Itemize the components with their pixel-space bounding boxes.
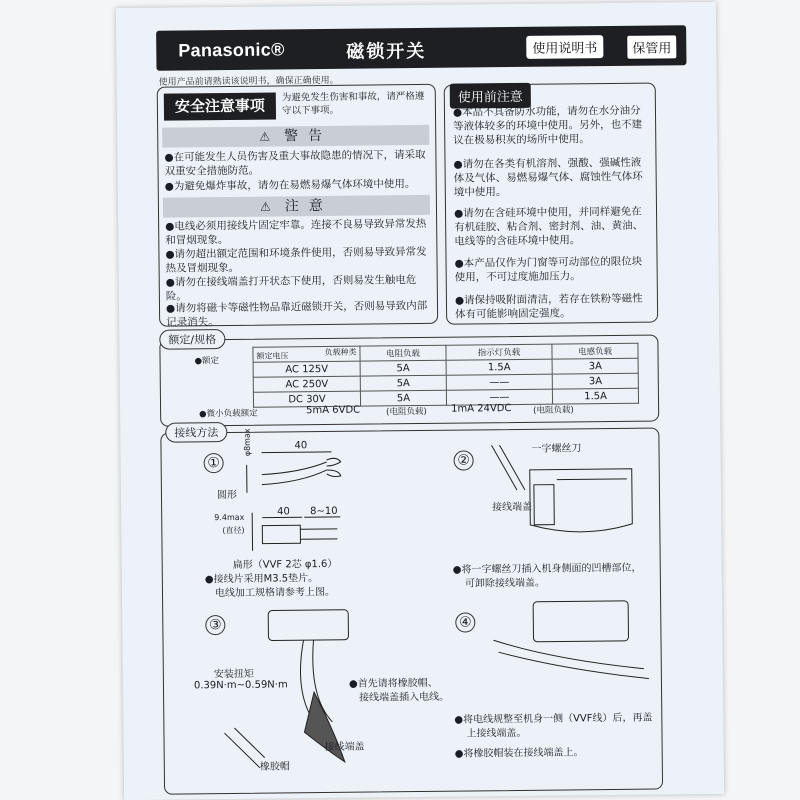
warning-title: 警告 <box>284 127 333 145</box>
page-title: 磁锁开关 <box>346 40 427 63</box>
step4-note: ●将橡胶帽装在接线端盖上。 <box>454 747 584 760</box>
voltage-cell: DC 30V <box>253 391 360 407</box>
wiring-section <box>160 427 663 794</box>
precautions-heading: 使用前注意 <box>450 83 531 109</box>
cap-label: 橡胶帽 <box>259 761 290 773</box>
dim-note: (直径) <box>222 525 245 536</box>
step2-note: 可卸除接线端盖。 <box>464 577 545 590</box>
instruction-sheet <box>116 2 724 800</box>
step1-note: 电线加工规格请参考上图。 <box>214 586 336 600</box>
title-bar <box>156 25 686 71</box>
flat-label: 扁形（VVF 2芯 φ1.6） <box>232 558 338 571</box>
step-number: ④ <box>455 612 475 632</box>
ratings-heading: 额定/规格 <box>159 329 225 350</box>
precaution-item: ●请保持吸附面清洁，若存在铁粉等磁性体有可能影响固定强度。 <box>454 292 643 321</box>
warning-band <box>162 125 429 148</box>
table-cell: 5A <box>361 390 447 406</box>
col-voltage-label: 额定电压 <box>256 351 289 361</box>
caution-item: ●请勿将磁卡等磁性物品靠近磁锁开关，否则易导致内部记录消失。 <box>165 299 428 329</box>
step2-note: ●将一字螺丝刀插入机身侧面的凹槽部位， <box>452 562 642 576</box>
dim-label: 40 <box>277 506 290 518</box>
table-cell: 5A <box>360 360 446 376</box>
intro-line: 使用产品前请熟读该说明书，确保正确使用。 <box>158 75 339 88</box>
manual-label: 使用说明书 <box>526 35 603 59</box>
wiring-heading: 接线方法 <box>165 422 227 443</box>
caution-band <box>163 195 430 218</box>
caution-item: ●电线必须用接线片固定牢靠。连接不良易导致异常发热和冒烟现象。 <box>165 217 427 247</box>
safety-heading: 安全注意事项 <box>164 92 276 120</box>
warning-item: ●在可能发生人员伤害及重大事故隐患的情况下，请采取双重安全措施防范。 <box>164 148 426 178</box>
step4-note: 上接线端盖。 <box>466 727 527 740</box>
ratings-row-label: ●额定 <box>194 356 220 367</box>
caution-item: ●请勿超出额定范围和环境条件使用，否则易导致异常发热及冒烟现象。 <box>165 245 427 275</box>
wiring-diagrams <box>161 429 662 794</box>
precaution-item: ●本品不具备防水功能，请勿在水分油分等液体较多的环境中使用。另外，也不建议在极易积灰的场所中使用。 <box>452 104 643 147</box>
step1-note: ●接线片采用M3.5垫片。 <box>204 573 319 586</box>
step3-note: ●首先请将橡胶帽、 <box>348 677 438 690</box>
brand-logo: Panasonic® <box>178 39 285 61</box>
min-load-1: 5mA 6VDC <box>306 404 361 417</box>
precautions-section <box>444 83 659 325</box>
table-cell: —— <box>446 374 553 390</box>
dim-label: 8~10 <box>310 505 338 518</box>
min-load-2: 1mA 24VDC <box>451 403 512 415</box>
table-header-cell: 电阻负载 <box>360 345 446 361</box>
caution-item: ●请勿在接线端盖打开状态下使用，否则易发生触电危险。 <box>165 274 417 303</box>
dim-label: φ8max <box>242 428 252 457</box>
round-label: 圆形 <box>216 489 238 502</box>
warning-triangle-icon: ⚠ <box>259 129 271 144</box>
table-cell: 3A <box>553 373 639 389</box>
col-load-label: 负载种类 <box>324 347 357 357</box>
dim-label: 9.4max <box>214 512 245 523</box>
step-number: ③ <box>205 615 225 635</box>
screwdriver-label: 一字螺丝刀 <box>531 443 582 455</box>
min-load-2-note: (电阻负载) <box>533 405 574 416</box>
torque-label: 安装扭矩 <box>213 668 254 681</box>
voltage-cell: AC 250V <box>253 376 360 392</box>
ratings-section <box>159 335 659 427</box>
table-cell: 3A <box>552 358 638 374</box>
step4-note: ●将电线规整至机身一侧（VVF线）后，再盖 <box>454 712 653 726</box>
min-load-1-note: (电阻负载) <box>386 406 427 418</box>
step-number: ① <box>204 453 224 473</box>
cover-label: 接线端盖 <box>324 741 365 754</box>
cover-label: 接线端盖 <box>492 501 533 514</box>
safety-note: 为避免发生伤害和事故，请严格遵守以下事项。 <box>281 90 425 117</box>
safety-section <box>157 84 438 327</box>
step3-note: 接线端盖插入电线。 <box>359 691 450 704</box>
table-header-cell: 电感负载 <box>552 343 638 359</box>
dim-label: 40 <box>294 440 308 452</box>
voltage-cell: AC 125V <box>253 361 360 377</box>
step-number: ② <box>454 450 474 470</box>
table-cell: —— <box>446 389 553 405</box>
table-cell: 1.5A <box>446 359 553 375</box>
precaution-item: ●请勿在各类有机溶剂、强酸、强碱性液体及气体、易燃易爆气体、腐蚀性气体环境中使用。 <box>453 156 643 199</box>
table-cell: 1.5A <box>553 388 639 404</box>
precaution-item: ●本产品仅作为门窗等可动部位的限位块使用，不可过度施加压力。 <box>454 255 643 284</box>
warning-item: ●为避免爆炸事故，请勿在易燃易爆气体环境中使用。 <box>164 178 416 193</box>
table-header-cell: 指示灯负载 <box>446 344 553 360</box>
table-cell: 5A <box>360 375 446 391</box>
caution-triangle-icon: ⚠ <box>259 199 271 214</box>
keep-label: 保管用 <box>626 34 677 60</box>
ratings-table <box>252 343 639 408</box>
torque-value: 0.39N·m~0.59N·m <box>193 679 288 692</box>
caution-title: 注意 <box>284 197 333 215</box>
min-load-label: ●微小负载额定 <box>199 408 258 420</box>
ratings-corner-cell <box>253 346 360 362</box>
precaution-item: ●请勿在含硅环境中使用，并同样避免在有机硅胶、粘合剂、密封剂、油、黄油、电线等的含硅环境中使用。 <box>453 205 644 248</box>
